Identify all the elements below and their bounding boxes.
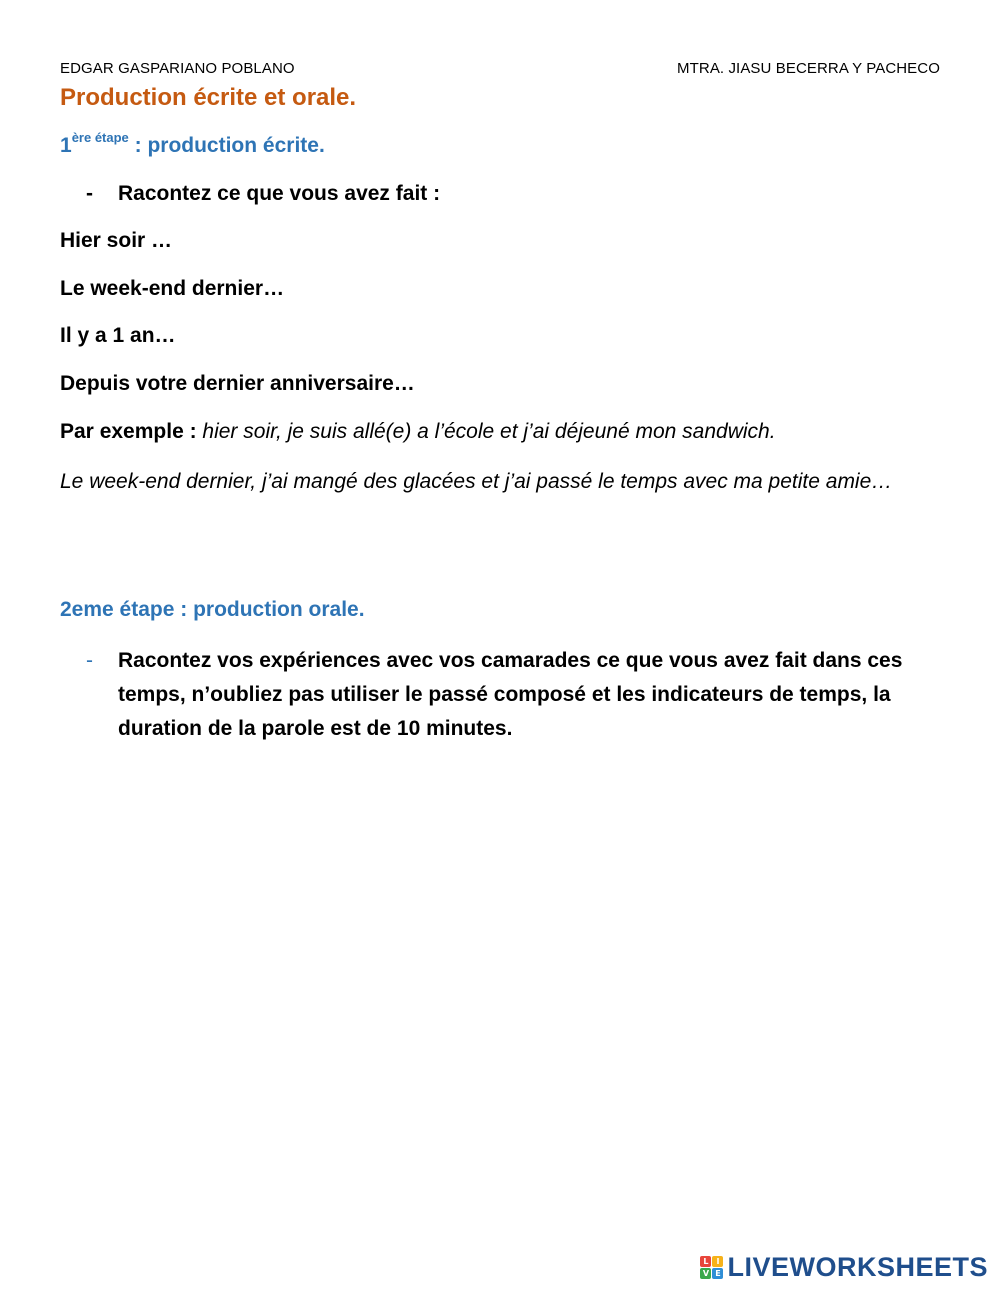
bullet-dash: - <box>86 649 93 672</box>
example-label: Par exemple : <box>60 420 197 443</box>
logo-mark-tile: V <box>700 1268 711 1279</box>
step1-heading <box>60 130 325 158</box>
step1-instruction-text: Racontez ce que vous avez fait : <box>118 182 441 205</box>
prompt-line: Depuis votre dernier anniversaire… <box>60 372 415 395</box>
example-continuation: Le week-end dernier, j’ai mangé des glacées et j’ai passé le temps avec ma petite amie… <box>60 470 893 493</box>
step1-superscript: ère étape <box>71 130 129 145</box>
prompt-line: Il y a 1 an… <box>60 324 176 347</box>
logo-mark-tile: E <box>712 1268 723 1279</box>
bullet-dash: - <box>86 182 93 205</box>
logo-text: LIVEWORKSHEETS <box>727 1251 988 1282</box>
liveworksheets-logo <box>700 1252 988 1282</box>
step1-number: 1 <box>60 134 72 157</box>
example-line <box>60 420 776 444</box>
prompt-line: Le week-end dernier… <box>60 277 285 300</box>
step2-heading: 2eme étape : production orale. <box>60 598 365 621</box>
step1-instruction <box>86 182 440 206</box>
document-title: Production écrite et orale. <box>60 84 357 111</box>
example-text: hier soir, je suis allé(e) a l’école et j’ai déjeuné mon sandwich. <box>196 420 776 443</box>
logo-mark-tile: L <box>700 1256 711 1267</box>
step2-instruction-text: Racontez vos expériences avec vos camarades ce que vous avez fait dans ces temps, n’oubliez pas utiliser le passé composé et les indicateurs de temps, la duration de la parole est de 10 minutes. <box>118 649 903 740</box>
student-name: EDGAR GASPARIANO POBLANO <box>60 60 295 77</box>
teacher-name: MTRA. JIASU BECERRA Y PACHECO <box>677 60 940 77</box>
logo-mark-icon <box>700 1256 723 1279</box>
prompt-line: Hier soir … <box>60 229 173 252</box>
step1-heading-rest: : production écrite. <box>128 134 325 157</box>
logo-mark-tile: I <box>712 1256 723 1267</box>
step2-instruction <box>86 644 926 746</box>
